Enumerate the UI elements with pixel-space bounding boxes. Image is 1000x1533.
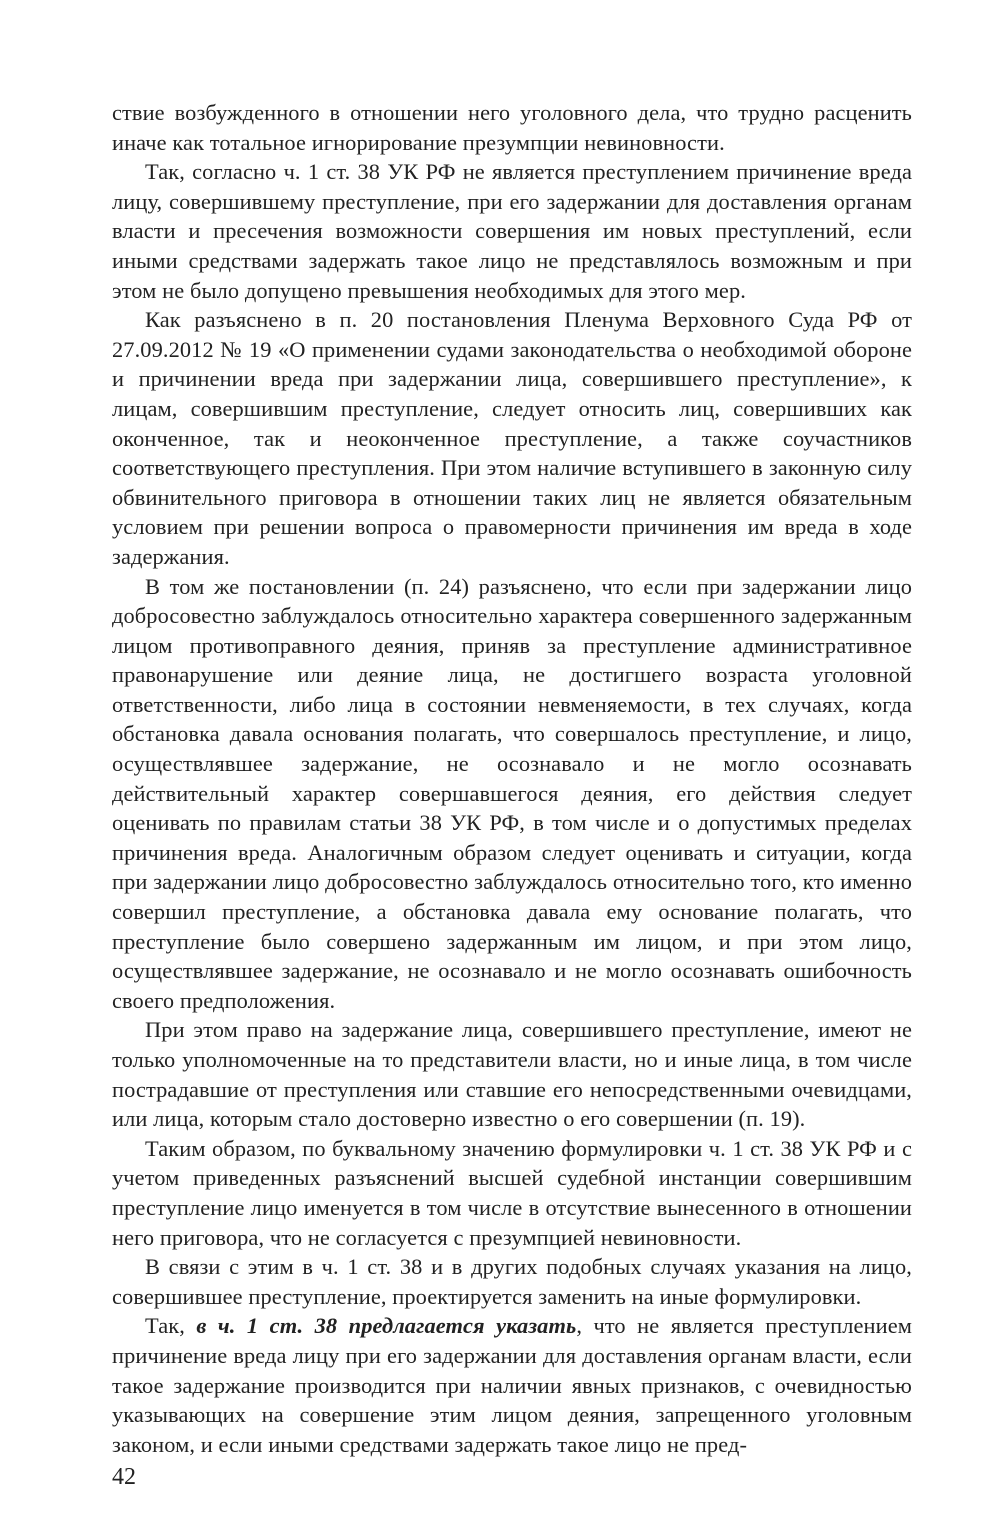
page-body — [112, 98, 912, 1459]
paragraph-proposal: В связи с этим в ч. 1 ст. 38 и в других подобных случаях указания на лицо, совершившее преступление, проектируется заменить на иные формулировки. — [112, 1254, 912, 1309]
paragraph-right-to-detain: При этом право на задержание лица, совершившего преступление, имеют не только уполномоченные на то представители власти, но и иные лица, в том числе пострадавшие от преступления или ставшие его непосредственными очевидцами, или лица, которым стало достоверно известно о его совершении (п. 19). — [112, 1017, 912, 1132]
new-wording-rest: , что не является преступлением причинение вреда лицу при его задержании для доставления органам власти, если такое задержание производится при наличии явных признаков, с очевидностью указывающих на совершение этим лицом деяния, запрещенного уголовным законом, и если иными средствами задержать такое лицо не пред- — [112, 1313, 913, 1457]
paragraph-plenum-clause-20: Как разъяснено в п. 20 постановления Пленума Верховного Суда РФ от 27.09.2012 № 19 «О применении судами законодательства о необходимой обороне и причинении вреда при задержании лица, совершившего преступление», к лицам, совершившим преступление, следует относить лиц, совершивших как оконченное, так и неоконченное преступление, а также соучастников соответствующего преступления. При этом наличие вступившего в законную силу обвинительного приговора в отношении таких лиц не является обязательным условием при решении вопроса о правомерности причинения им вреда в ходе задержания. — [112, 307, 912, 569]
paragraph-continued: ствие возбужденного в отношении него уголовного дела, что трудно расценить иначе как тотальное игнорирование презумпции невиновности. — [112, 100, 912, 155]
paragraph-new-wording — [112, 1311, 912, 1459]
new-wording-emphasis: в ч. 1 ст. 38 предлагается указать — [196, 1313, 577, 1339]
page-number: 42 — [112, 1464, 136, 1490]
paragraph-article-38: Так, согласно ч. 1 ст. 38 УК РФ не является преступлением причинение вреда лицу, совершившему преступление, при его задержании для доставления органам власти и пресечения возможности совершения им новых преступлений, если иными средствами задержать такое лицо не представлялось возможным и при этом не было допущено превышения необходимых для этого мер. — [112, 159, 912, 303]
paragraph-conclusion: Таким образом, по буквальному значению формулировки ч. 1 ст. 38 УК РФ и с учетом приведенных разъяснений высшей судебной инстанции совершившим преступление лицо именуется в том числе в отсутствие вынесенного в отношении него приговора, что не согласуется с презумпцией невиновности. — [112, 1135, 912, 1250]
new-wording-lead: Так, — [145, 1313, 197, 1339]
paragraph-plenum-clause-24: В том же постановлении (п. 24) разъяснено, что если при задержании лицо добросовестно заблуждалось относительно характера совершенного задержанным лицом противоправного деяния, приняв за преступление административное правонарушение или деяние лица, не достигшего возраста уголовной ответственности, либо лица в состоянии невменяемости, в тех случаях, когда обстановка давала основания полагать, что совершалось преступление, и лицо, осуществлявшее задержание, не осознавало и не могло осознавать действительный характер совершавшегося деяния, его действия следует оценивать по правилам статьи 38 УК РФ, в том числе и о допустимых пределах причинения вреда. Аналогичным образом следует оценивать и ситуации, когда при задержании лицо добросовестно заблуждалось относительно того, кто именно совершил преступление, а обстановка давала ему основание полагать, что преступление было совершено задержанным им лицом, и при этом лицо, осуществлявшее задержание, не осознавало и не могло осознавать ошибочность своего предположения. — [112, 573, 912, 1013]
